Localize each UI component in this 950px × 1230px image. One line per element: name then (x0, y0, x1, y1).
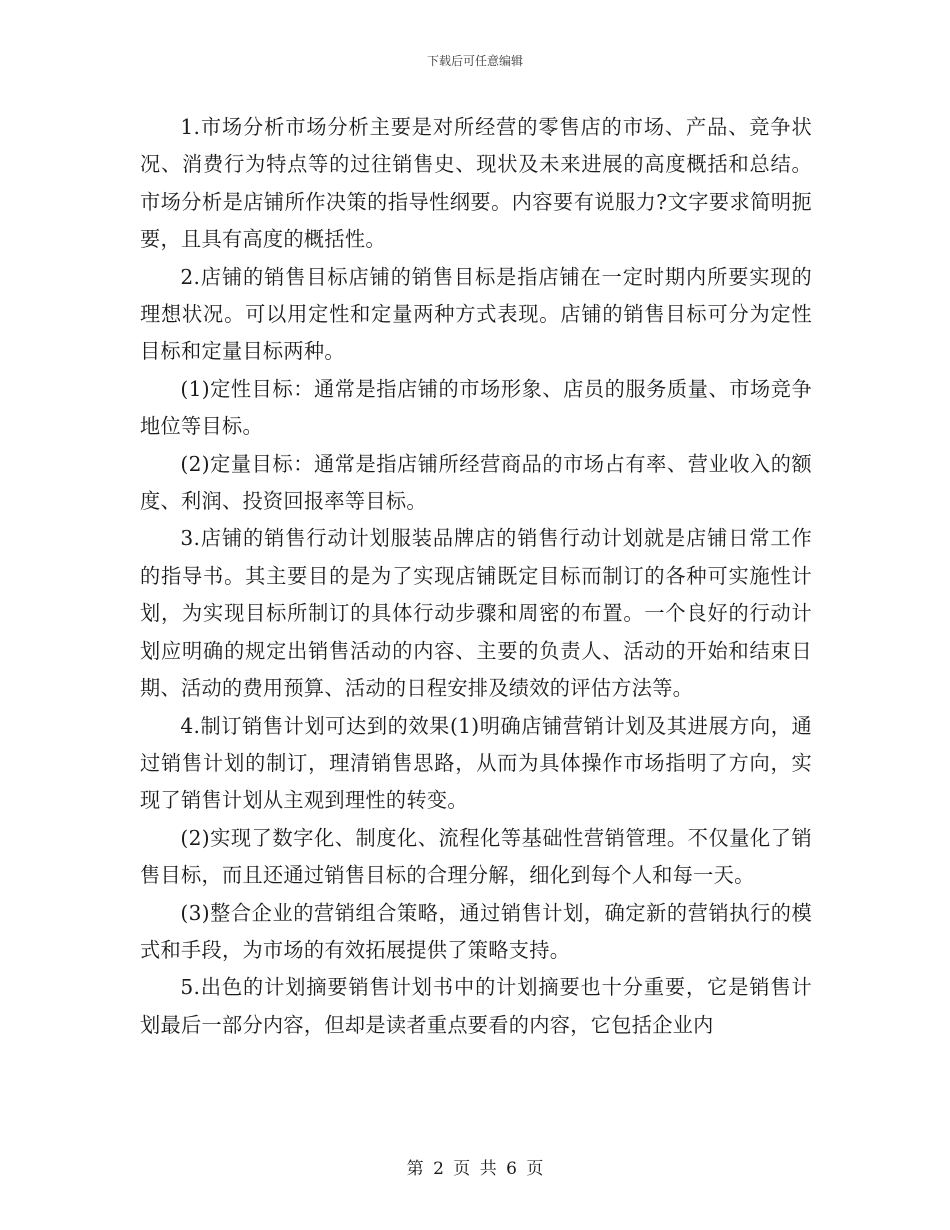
paragraph-plan-effects: 4.制订销售计划可达到的效果(1)明确店铺营销计划及其进展方向，通过销售计划的制订，理清销售思路，从而为具体操作市场指明了方向，实现了销售计划从主观到理性的转变。 (140, 713, 812, 813)
paragraph-market-analysis: 1.市场分析市场分析主要是对所经营的零售店的市场、产品、竞争状况、消费行为特点等的过往销售史、现状及未来进展的高度概括和总结。市场分析是店铺所作决策的指导性纲要。内容要有说服力?文字要求简明扼要，且具有高度的概括性。 (140, 115, 812, 252)
paragraph-marketing-mix: (3)整合企业的营销组合策略，通过销售计划，确定新的营销执行的模式和手段，为市场的有效拓展提供了策略支持。 (140, 900, 812, 962)
paragraph-plan-summary: 5.出色的计划摘要销售计划书中的计划摘要也十分重要，它是销售计划最后一部分内容，但却是读者重点要看的内容，它包括企业内 (140, 975, 812, 1037)
document-body (140, 109, 812, 1044)
page-number: 第 2 页 共 6 页 (406, 1159, 544, 1179)
paragraph-qualitative-goal: (1)定性目标：通常是指店铺的市场形象、店员的服务质量、市场竞争地位等目标。 (140, 376, 812, 439)
page-header: 下载后可任意编辑 (426, 54, 523, 68)
paragraph-action-plan: 3.店铺的销售行动计划服装品牌店的销售行动计划就是店铺日常工作的指导书。其主要目的是为了实现店铺既定目标而制订的各种可实施性计划，为实现目标所制订的具体行动步骤和周密的布置。一个良好的行动计划应明确的规定出销售活动的内容、主要的负责人、活动的开始和结束日期、活动的费用预算、活动的日程安排及绩效的评估方法等。 (140, 526, 812, 701)
paragraph-sales-goal: 2.店铺的销售目标店铺的销售目标是指店铺在一定时期内所要实现的理想状况。可以用定性和定量两种方式表现。店铺的销售目标可分为定性目标和定量目标两种。 (140, 264, 812, 364)
paragraph-digitization: (2)实现了数字化、制度化、流程化等基础性营销管理。不仅量化了销售目标，而且还通过销售目标的合理分解，细化到每个人和每一天。 (140, 825, 812, 888)
paragraph-quantitative-goal: (2)定量目标：通常是指店铺所经营商品的市场占有率、营业收入的额度、利润、投资回报率等目标。 (140, 451, 812, 514)
